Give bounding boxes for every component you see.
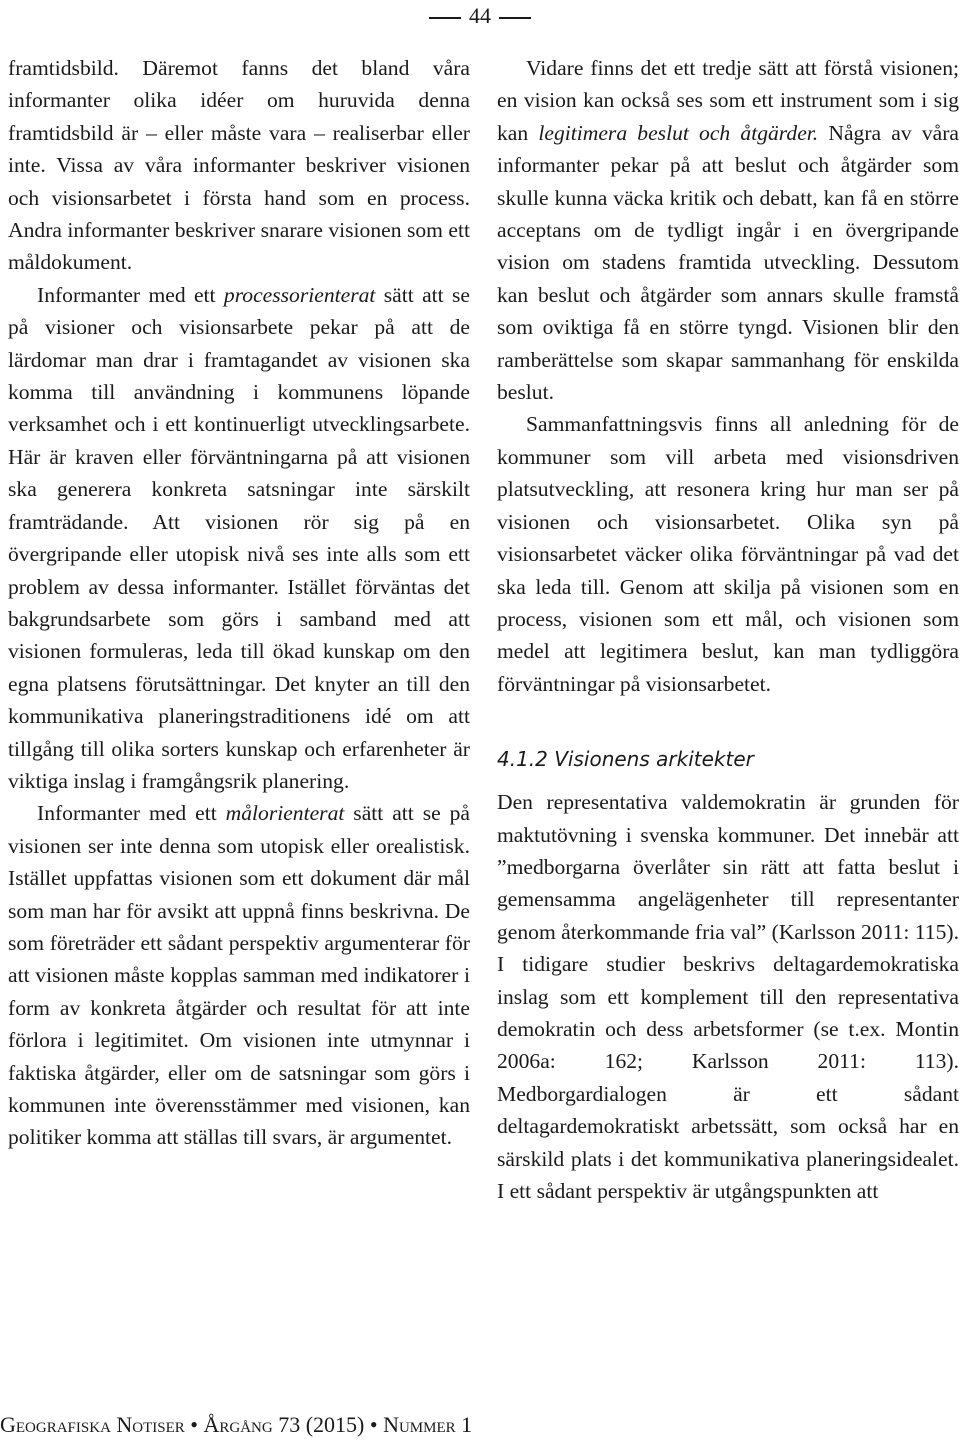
footer-separator: •: [369, 1412, 378, 1437]
footer-separator: •: [190, 1412, 198, 1437]
volume-info: Årgång 73 (2015): [203, 1412, 365, 1437]
paragraph: framtidsbild. Däremot fanns det bland våra informanter olika idéer om huruvida denna framtidsbild är – eller måste vara – realiserbar eller inte. Vissa av våra informanter beskriver visionen och visionsarbetet i första hand som en process. Andra informanter beskriver snarare visionen som ett måldokument.: [8, 56, 470, 275]
emphasis-term: processorienterat: [223, 282, 376, 307]
paragraph-text: Vidare finns det ett tredje sätt att förstå visionen; en vision kan också ses som ett instrument som i sig kan: [497, 56, 959, 145]
paragraph: [497, 52, 959, 408]
paragraph: Sammanfattningsvis finns all anledning för de kommuner som vill arbeta med visionsdriven platsutveckling, att resonera kring hur man ser på visionen och visionsarbetet. Olika syn på visionsarbetet väcker olika förväntningar på vad det ska leda till. Genom att skilja på visionen som en process, visionen som ett mål, och visionen som medel att legitimera beslut, kan man tydliggöra förväntningar på visionsarbetet.: [497, 412, 959, 696]
paragraph: [8, 279, 470, 798]
paragraph-text: sätt att se på visioner och visionsarbete pekar på att de lärdomar man drar i framtagandet av visionen ska komma till användning i kommunens löpande verksamhet och i ett kontinuerligt utvecklingsarbete. Här är kraven eller förväntningarna på att visionen ska generera konkreta satsningar inte särskilt framträdande. Att visionen rör sig på en övergripande eller utopisk nivå ses inte alls som ett problem av dessa informanter. Istället förväntas det bakgrundsarbete som görs i samband med att visionen formuleras, leda till ökad kunskap om den egna platsens förutsättningar. Det knyter an till den kommunikativa planeringstraditionens idé om att tillgång till olika sorters kunskap och erfarenheter är viktiga inslag i framgångsrik planering.: [8, 282, 470, 793]
footer: [0, 1412, 472, 1438]
issue-info: Nummer 1: [383, 1412, 473, 1437]
emphasis-term: målorienterat: [225, 801, 345, 826]
page-header: [0, 4, 960, 28]
journal-name: Geografiska Notiser: [0, 1412, 185, 1437]
paragraph: [8, 797, 470, 1153]
right-column: [497, 52, 959, 1207]
paragraph-text: sätt att se på visionen ser inte denna som utopisk eller orealistisk. Istället uppfattas visionen som ett dokument där mål som man har för avsikt att uppnå finns beskrivna. De som företräder ett sådant perspektiv argumenterar för att visionen måste kopplas samman med indikatorer i form av konkreta åtgärder och resultat för att inte förlora i legitimitet. Om visionen inte utmynnar i faktiska åtgärder, eller om de satsningar som görs i kommunen inte överensstämmer med visionen, kan politiker komma att ställas till svars, är argumentet.: [8, 801, 470, 1150]
header-rule-left: [429, 17, 461, 19]
emphasis-term: legitimera beslut och åtgärder.: [538, 120, 819, 145]
paragraph-text: Informanter med ett: [37, 801, 226, 826]
section-heading: 4.1.2 Visionens arkitekter: [497, 747, 754, 772]
page-number: 44: [469, 3, 491, 28]
left-column: [8, 52, 470, 1154]
paragraph-text: Informanter med ett: [37, 282, 224, 307]
header-rule-right: [499, 17, 531, 19]
paragraph: Den representativa valdemokratin är grunden för maktutövning i svenska kommuner. Det innebär att ”medborgarna överlåter sin rätt att fatta beslut i gemensamma angelägenheter till representanter genom återkommande fria val” (Karlsson 2011: 115). I tidigare studier beskrivs deltagardemokratiska inslag som ett komplement till den representativa demokratin och dess arbetsformer (se t.ex. Montin 2006a: 162; Karlsson 2011: 113). Medborgardialogen är ett sådant deltagardemokratiskt arbetssätt, som också har en särskild plats i det kommunikativa planeringsidealet. I ett sådant perspektiv är utgångspunkten att: [497, 790, 959, 1203]
paragraph-text: Några av våra informanter pekar på att beslut och åtgärder som skulle kunna väcka kritik och debatt, kan få en större acceptans om de tydligt ingår i en övergripande vision om stadens framtida utveckling. Dessutom kan beslut och åtgärder som annars skulle framstå som oviktiga få en större tyngd. Visionen blir den ramberättelse som skapar sammanhang för enskilda beslut.: [497, 120, 960, 405]
